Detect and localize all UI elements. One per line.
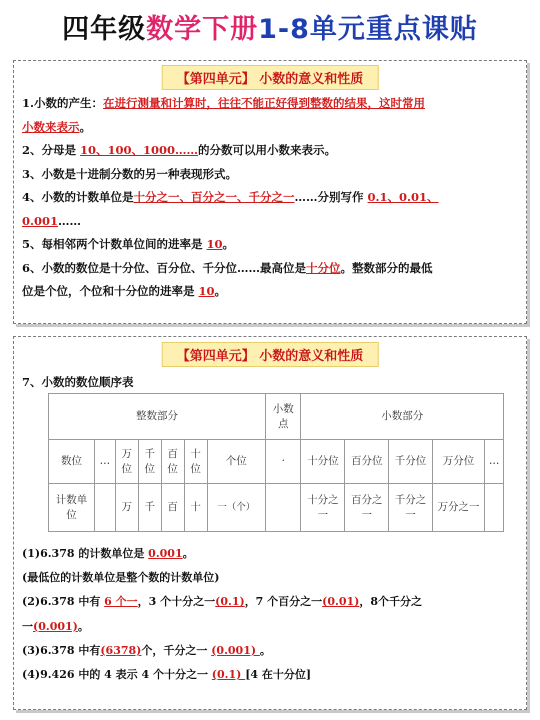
answer: 小数来表示 [22, 119, 80, 134]
table-cell: 千分位 [389, 440, 433, 484]
table-cell: 小数部分 [301, 394, 504, 440]
answer: 0.001 [148, 547, 183, 560]
table-cell: 百分位 [345, 440, 389, 484]
table-cell [485, 484, 504, 532]
answer: 十分位 [306, 260, 341, 275]
table-cell: 千 [138, 484, 161, 532]
answer: 6 个一 [104, 595, 138, 609]
table-cell: … [94, 440, 115, 484]
table-cell: 十 [184, 484, 207, 532]
text-line: 5、每相邻两个计数单位间的进率是 10。 [22, 237, 235, 251]
table-cell: … [485, 440, 504, 484]
title-subject: 数学下册 [146, 14, 259, 45]
table-cell: 个位 [207, 440, 265, 484]
table-cell: 百 [161, 484, 184, 532]
card-heading: 【第四单元】 小数的意义和性质 [162, 342, 379, 367]
table-cell: · [266, 440, 301, 484]
text-line: 7、小数的数位顺序表 [22, 375, 134, 389]
card-content-examples [22, 542, 520, 687]
table-cell: 十分位 [301, 440, 345, 484]
card-heading: 【第四单元】 小数的意义和性质 [162, 65, 379, 90]
table-cell: 整数部分 [49, 394, 266, 440]
table-cell: 万 [115, 484, 138, 532]
answer: 10 [198, 284, 215, 298]
table-cell: 计数单位 [49, 484, 95, 532]
table-cell [266, 484, 301, 532]
text-line: 0.001…… [22, 213, 82, 228]
table-cell: 小数点 [266, 394, 301, 440]
table-cell: 万分之一 [432, 484, 484, 532]
table-cell: 千位 [138, 440, 161, 484]
table-row [49, 484, 504, 532]
table-cell: 万分位 [432, 440, 484, 484]
page-title [0, 8, 540, 52]
text-line: 4、小数的计数单位是十分之一、百分之一、千分之一……分别写作 0.1、0.01、 [22, 190, 439, 204]
table-cell [94, 484, 115, 532]
text-line: 2、分母是 10、100、1000……的分数可以用小数来表示。 [22, 143, 337, 157]
answer: 10、100、1000…… [80, 143, 199, 157]
table-cell: 千分之一 [389, 484, 433, 532]
table-cell: 百位 [161, 440, 184, 484]
answer: (0.1) [211, 668, 246, 682]
card-content [22, 92, 520, 304]
answer: 0.1、0.01、 [367, 190, 439, 204]
answer: 在进行测量和计算时，往往不能正好得到整数的结果，这时常用 [103, 96, 426, 110]
answer: (6378) [100, 643, 142, 657]
title-grade: 四年级 [62, 14, 147, 45]
table-cell: 万位 [115, 440, 138, 484]
text-line: 一(0.001)。 [22, 619, 89, 633]
text-line: (最低位的计数单位是整个数的计数单位) [22, 571, 220, 585]
text-line: 3、小数是十进制分数的另一种表现形式。 [22, 166, 237, 181]
card-unit4-part2 [13, 336, 527, 710]
table-cell: 十位 [184, 440, 207, 484]
text-line: (1)6.378 的计数单位是 0.001。 [22, 547, 194, 560]
text-line: 位是个位，个位和十分位的进率是 10。 [22, 284, 227, 298]
answer: (0.01) [322, 595, 360, 609]
answer: (0.001) [211, 643, 260, 657]
answer: 十分之一、百分之一、千分之一 [133, 190, 295, 204]
card-content [22, 371, 520, 395]
text-line: 1.小数的产生：在进行测量和计算时，往往不能正好得到整数的结果，这时常用 [22, 96, 426, 110]
answer: (0.1) [215, 595, 245, 609]
table-row [49, 394, 504, 440]
text-line: (3)6.378 中有(6378)个，千分之一 (0.001) 。 [22, 643, 271, 657]
text-line: (2)6.378 中有 6 个一，3 个十分之一(0.1)，7 个百分之一(0.01)，8个千分之 [22, 595, 423, 609]
table-cell: 十分之一 [301, 484, 345, 532]
place-value-table [48, 393, 504, 532]
card-unit4-part1 [13, 60, 527, 324]
title-units: 1-8单元重点课贴 [258, 14, 478, 45]
text-line: (4)9.426 中的 4 表示 4 个十分之一 (0.1) [4 在十分位] [22, 668, 312, 682]
answer: (0.001) [33, 619, 78, 633]
answer: 10 [206, 237, 223, 251]
table-cell: 百分之一 [345, 484, 389, 532]
answer: 0.001 [22, 213, 59, 228]
text-line: 小数来表示。 [22, 119, 91, 134]
text-line: 6、小数的数位是十分位、百分位、千分位……最高位是十分位。整数部分的最低 [22, 260, 433, 275]
table-cell: 一（个） [207, 484, 265, 532]
table-row [49, 440, 504, 484]
table-cell: 数位 [49, 440, 95, 484]
